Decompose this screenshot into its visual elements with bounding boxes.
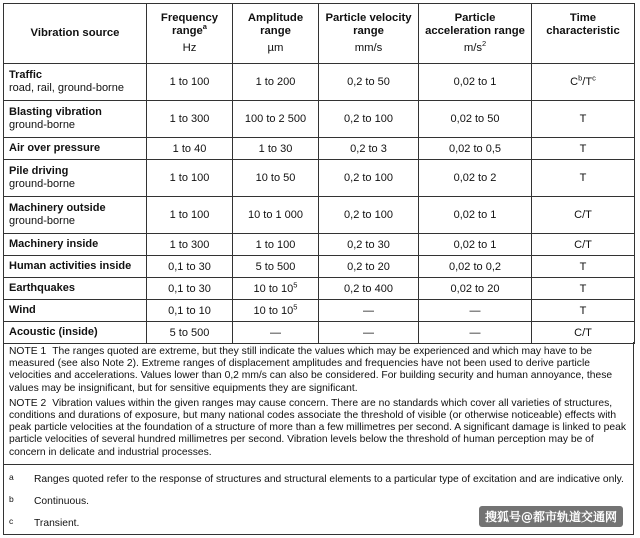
header-amplitude (233, 4, 319, 64)
table-row (4, 101, 635, 138)
table-row (4, 234, 635, 256)
cell-acceleration: 0,02 to 2 (419, 160, 532, 197)
cell-velocity: 0,2 to 400 (319, 278, 419, 300)
cell-amplitude: 1 to 30 (233, 138, 319, 160)
header-velocity-label: Particle velocity range (325, 12, 412, 37)
source-name: Blasting vibration (9, 106, 102, 118)
cell-time: T (532, 138, 635, 160)
table-row (4, 64, 635, 101)
watermark: 搜狐号@都市轨道交通网 (479, 506, 623, 527)
time-b: /T (582, 76, 593, 88)
source-name: Machinery outside (9, 202, 106, 214)
cell-source (4, 197, 147, 234)
cell-acceleration: 0,02 to 50 (419, 101, 532, 138)
header-acceleration (419, 4, 532, 64)
footnote-mark: b (9, 494, 14, 504)
cell-acceleration: 0,02 to 0,5 (419, 138, 532, 160)
table-row (4, 197, 635, 234)
cell-time (532, 64, 635, 101)
cell-source (4, 256, 147, 278)
cell-amplitude: 10 to 1 000 (233, 197, 319, 234)
cell-frequency: 0,1 to 10 (147, 300, 233, 322)
note-text: The ranges quoted are extreme, but they still indicate the values which may be experienced and which may have to be measured (see also Note 2). Extreme ranges of displacement amplitudes and frequencies have not been used to derive particle velocities and accelerations. Values lower than 0,2 mm/s can also be considered. For building security and human annoyance, these values may be insignificant, but for sensitive equipments they are significant. (9, 346, 613, 394)
table-row (4, 278, 635, 300)
header-frequency (147, 4, 233, 64)
source-detail: road, rail, ground-borne (9, 82, 124, 94)
cell-frequency: 5 to 500 (147, 322, 233, 344)
cell-source (4, 300, 147, 322)
cell-acceleration: 0,02 to 20 (419, 278, 532, 300)
header-velocity (319, 4, 419, 64)
cell-velocity: — (319, 322, 419, 344)
footnote-text: Transient. (34, 518, 80, 529)
cell-time: T (532, 278, 635, 300)
cell-frequency: 0,1 to 30 (147, 256, 233, 278)
cell-source (4, 234, 147, 256)
source-name: Pile driving (9, 165, 69, 177)
source-name: Traffic (9, 69, 43, 81)
header-amplitude-label: Amplitude range (247, 12, 304, 37)
cell-amplitude: 1 to 200 (233, 64, 319, 101)
cell-source (4, 322, 147, 344)
table-row (4, 160, 635, 197)
amplitude-base: 10 to 10 (253, 282, 294, 295)
cell-amplitude (233, 300, 319, 322)
note-1 (4, 342, 633, 395)
cell-velocity: 0,2 to 50 (319, 64, 419, 101)
header-frequency-unit: Hz (182, 42, 197, 54)
amplitude-exponent: 5 (293, 301, 298, 311)
time-a: C (570, 76, 579, 88)
footnote-mark: c (9, 516, 14, 526)
unit-exponent: 2 (482, 39, 487, 49)
header-vibration-source: Vibration source (4, 4, 147, 64)
cell-acceleration: 0,02 to 1 (419, 64, 532, 101)
cell-source (4, 160, 147, 197)
cell-velocity: 0,2 to 100 (319, 160, 419, 197)
cell-frequency: 1 to 40 (147, 138, 233, 160)
amplitude-base: 10 to 10 (253, 304, 294, 317)
cell-time: T (532, 256, 635, 278)
note-label: NOTE 2 (9, 397, 47, 409)
cell-acceleration: — (419, 300, 532, 322)
cell-time: T (532, 160, 635, 197)
source-name: Earthquakes (9, 282, 76, 294)
cell-acceleration: — (419, 322, 532, 344)
cell-amplitude: 100 to 2 500 (233, 101, 319, 138)
table-header-row (4, 4, 635, 64)
cell-frequency: 1 to 300 (147, 234, 233, 256)
cell-time: T (532, 101, 635, 138)
source-name: Acoustic (inside) (9, 326, 98, 338)
header-acceleration-label: Particle acceleration range (425, 12, 525, 37)
amplitude-exponent: 5 (293, 279, 298, 289)
header-time (532, 4, 635, 64)
table-row (4, 256, 635, 278)
cell-frequency: 1 to 100 (147, 160, 233, 197)
footnote-ref: b (578, 73, 583, 83)
source-detail: ground-borne (9, 119, 76, 131)
cell-amplitude: 10 to 50 (233, 160, 319, 197)
source-detail: ground-borne (9, 215, 76, 227)
note-2 (4, 395, 633, 459)
cell-time: C/T (532, 234, 635, 256)
cell-source (4, 278, 147, 300)
footnote-text: Continuous. (34, 496, 89, 507)
cell-velocity: 0,2 to 3 (319, 138, 419, 160)
unit-base: m/s (463, 42, 483, 54)
source-name: Human activities inside (9, 260, 132, 272)
cell-time: T (532, 300, 635, 322)
cell-source (4, 138, 147, 160)
cell-velocity: 0,2 to 100 (319, 197, 419, 234)
cell-acceleration: 0,02 to 0,2 (419, 256, 532, 278)
cell-frequency: 0,1 to 30 (147, 278, 233, 300)
cell-velocity: 0,2 to 20 (319, 256, 419, 278)
cell-amplitude (233, 278, 319, 300)
header-velocity-unit: mm/s (354, 42, 383, 54)
cell-amplitude: 5 to 500 (233, 256, 319, 278)
header-time-unit (537, 42, 629, 55)
notes-box (3, 342, 634, 535)
cell-time: C/T (532, 197, 635, 234)
table-row (4, 300, 635, 322)
note-label: NOTE 1 (9, 346, 47, 357)
cell-velocity: — (319, 300, 419, 322)
header-acceleration-unit (424, 39, 526, 55)
source-detail: ground-borne (9, 178, 76, 190)
cell-velocity: 0,2 to 100 (319, 101, 419, 138)
footnote-text: Ranges quoted refer to the response of structures and structural elements to a particular type of excitation and are indicative only. (34, 474, 624, 485)
footnote-ref: c (592, 73, 596, 83)
cell-frequency: 1 to 100 (147, 64, 233, 101)
table-row (4, 322, 635, 344)
footnote-a (4, 474, 633, 486)
source-name: Machinery inside (9, 238, 99, 250)
cell-acceleration: 0,02 to 1 (419, 234, 532, 256)
footnote-mark: a (9, 472, 14, 482)
source-name: Air over pressure (9, 142, 101, 154)
footnote-ref: a (202, 22, 207, 32)
table-row (4, 138, 635, 160)
cell-acceleration: 0,02 to 1 (419, 197, 532, 234)
cell-amplitude: 1 to 100 (233, 234, 319, 256)
cell-velocity: 0,2 to 30 (319, 234, 419, 256)
header-frequency-label: Frequency range (160, 12, 219, 37)
vibration-table (3, 3, 635, 344)
cell-time: C/T (532, 322, 635, 344)
header-time-label: Time characteristic (546, 12, 620, 37)
cell-amplitude: — (233, 322, 319, 344)
cell-frequency: 1 to 100 (147, 197, 233, 234)
source-name: Wind (9, 304, 36, 316)
table-body (4, 64, 635, 344)
note-text: Vibration values within the given ranges may cause concern. There are no standards which cover all varieties of structures, conditions and durations of exposure, but many national codes associate the threshold of visible (or otherwise noticeable) effects with peak particle velocities at the foundation of a structure of more than a few millimetres per second. A significant damage is linked to peak particle velocities of several hundred millimetres per second. Vibration levels below the threshold of human perception may be of concern in delicate and industrial processes. (9, 397, 627, 458)
cell-source (4, 101, 147, 138)
header-amplitude-unit: µm (267, 42, 284, 54)
cell-frequency: 1 to 300 (147, 101, 233, 138)
cell-source (4, 64, 147, 101)
